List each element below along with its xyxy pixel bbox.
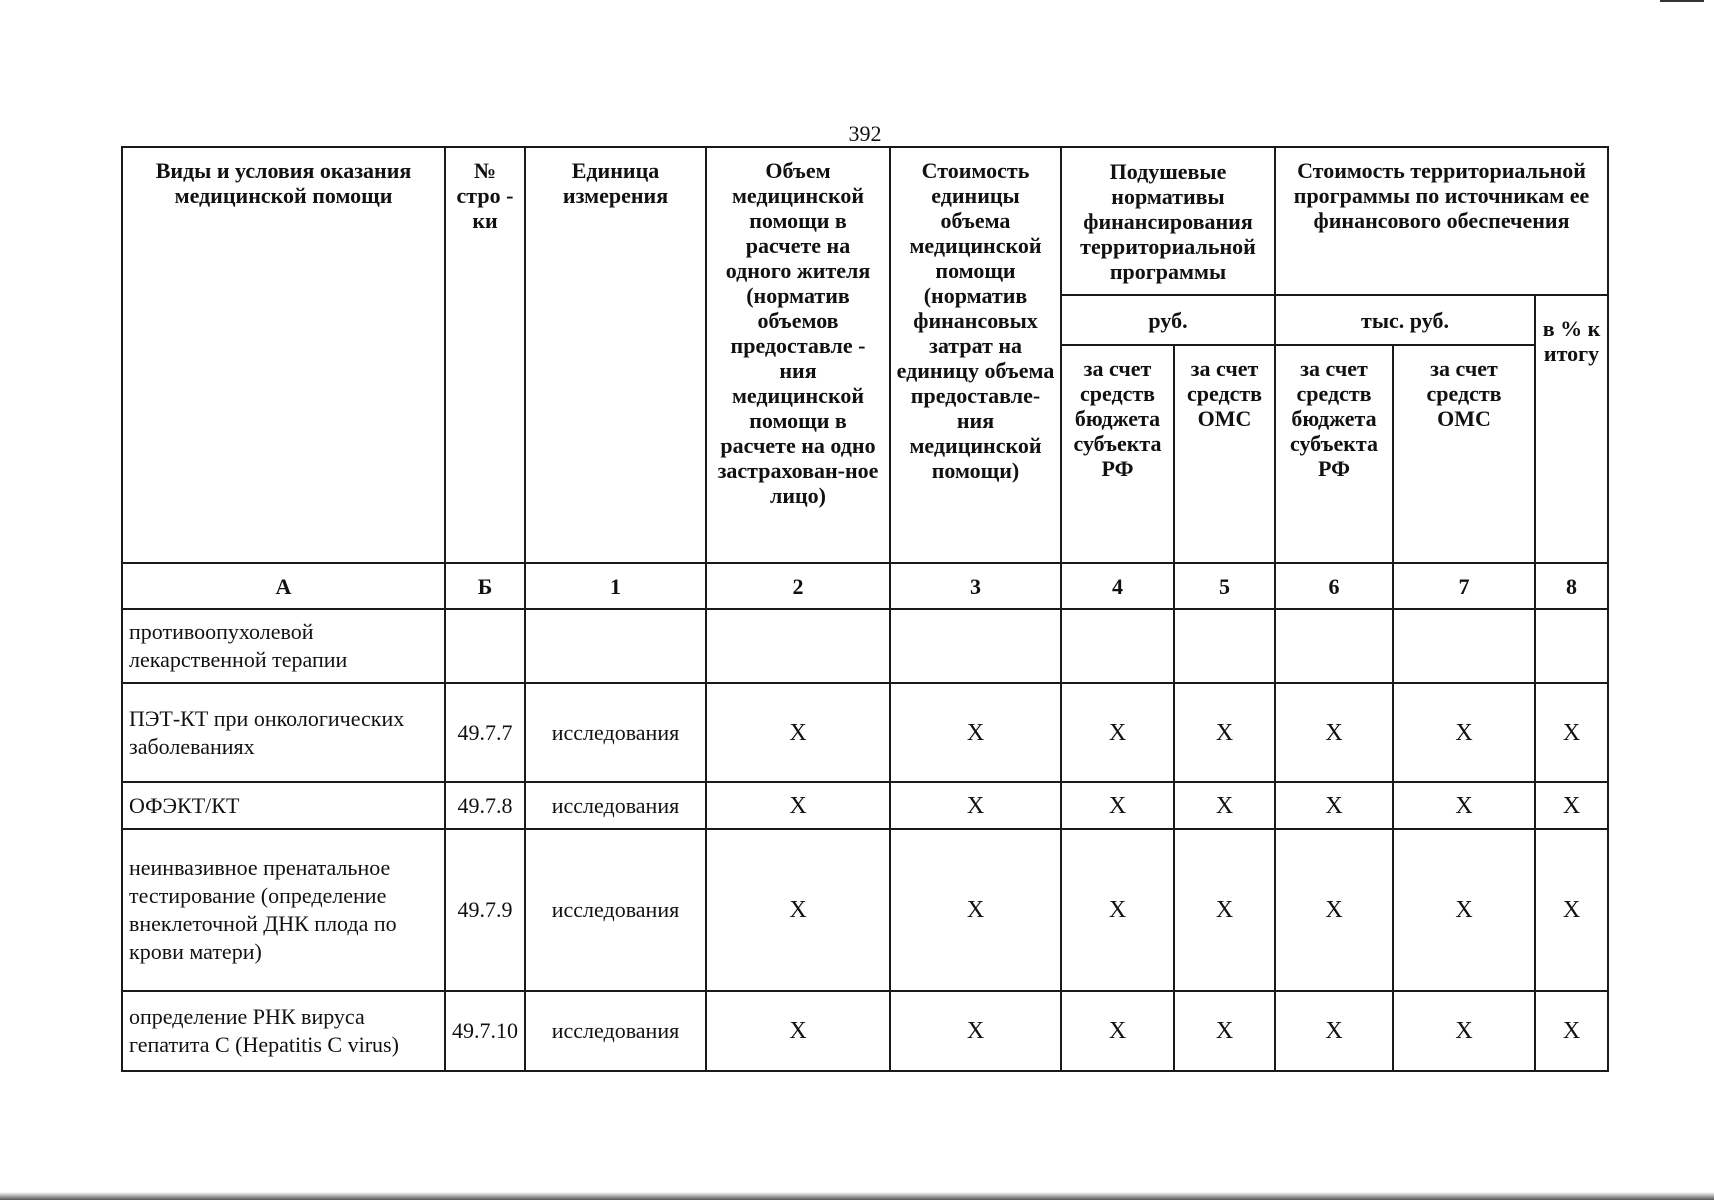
value-cell: Х (1174, 782, 1275, 829)
value-cell: Х (1393, 829, 1535, 991)
value-cell: Х (1393, 782, 1535, 829)
value-cell: Х (1535, 829, 1608, 991)
header-percent: в % к итогу (1535, 295, 1608, 563)
row-code: 49.7.7 (445, 683, 525, 782)
value-cell: Х (706, 683, 890, 782)
row-code (445, 609, 525, 683)
value-cell: Х (1061, 829, 1174, 991)
column-number: 7 (1393, 563, 1535, 609)
column-number: 6 (1275, 563, 1393, 609)
value-cell: Х (706, 991, 890, 1071)
table-row (122, 991, 1608, 1071)
value-cell: Х (706, 782, 890, 829)
scan-bottom-edge (0, 1192, 1714, 1200)
column-number: Б (445, 563, 525, 609)
header-unit: Единица измерения (525, 147, 706, 563)
header-oms-rub: за счет средств ОМС (1174, 345, 1275, 563)
row-code: 49.7.10 (445, 991, 525, 1071)
table-row (122, 829, 1608, 991)
value-cell: Х (1535, 991, 1608, 1071)
row-service-name: определение РНК вируса гепатита С (Hepatitis C virus) (122, 991, 445, 1071)
value-cell: Х (1174, 991, 1275, 1071)
value-cell: Х (1061, 991, 1174, 1071)
value-cell (1061, 609, 1174, 683)
row-unit: исследования (525, 829, 706, 991)
value-cell: Х (1535, 683, 1608, 782)
column-number: 8 (1535, 563, 1608, 609)
header-budget-rub: за счет средств бюджета субъекта РФ (1061, 345, 1174, 563)
value-cell: Х (1393, 683, 1535, 782)
page-number: 392 (848, 121, 882, 146)
value-cell: Х (1393, 991, 1535, 1071)
header-rub: руб. (1061, 295, 1275, 345)
column-number: А (122, 563, 445, 609)
value-cell: Х (706, 829, 890, 991)
row-service-name: ОФЭКТ/КТ (122, 782, 445, 829)
header-row-number: № стро - ки (445, 147, 525, 563)
value-cell: Х (1275, 782, 1393, 829)
row-unit (525, 609, 706, 683)
value-cell: Х (890, 683, 1061, 782)
column-number: 1 (525, 563, 706, 609)
header-budget-thousand: за счет средств бюджета субъекта РФ (1275, 345, 1393, 563)
value-cell (890, 609, 1061, 683)
value-cell (1393, 609, 1535, 683)
value-cell: Х (890, 829, 1061, 991)
header-volume: Объем медицинской помощи в расчете на одного жителя (норматив объемов предоставле - ния медицинской помощи в расчете на одно застрахован-ное лицо) (706, 147, 890, 563)
column-number: 5 (1174, 563, 1275, 609)
header-program-cost: Стоимость территориальной программы по источникам ее финансового обеспечения (1275, 147, 1608, 295)
row-unit: исследования (525, 782, 706, 829)
row-unit: исследования (525, 991, 706, 1071)
value-cell: Х (1174, 683, 1275, 782)
value-cell: Х (1275, 829, 1393, 991)
value-cell: Х (1174, 829, 1275, 991)
header-thousand-rub: тыс. руб. (1275, 295, 1535, 345)
row-unit: исследования (525, 683, 706, 782)
header-per-capita: Подушевые нормативы финансирования территориальной программы (1061, 147, 1275, 295)
table-row (122, 782, 1608, 829)
financing-table (121, 146, 1609, 1072)
column-number: 2 (706, 563, 890, 609)
row-code: 49.7.8 (445, 782, 525, 829)
column-number: 4 (1061, 563, 1174, 609)
header-unit-cost: Стоимость единицы объема медицинской помощи (норматив финансовых затрат на единицу объема предоставле-ния медицинской помощи) (890, 147, 1061, 563)
value-cell (706, 609, 890, 683)
value-cell: Х (1275, 683, 1393, 782)
value-cell: Х (1061, 683, 1174, 782)
row-code: 49.7.9 (445, 829, 525, 991)
value-cell: Х (1275, 991, 1393, 1071)
row-service-name: противоопухолевой лекарственной терапии (122, 609, 445, 683)
table-row (122, 683, 1608, 782)
value-cell: Х (1061, 782, 1174, 829)
scan-edge-mark (1660, 0, 1704, 2)
value-cell (1275, 609, 1393, 683)
value-cell (1174, 609, 1275, 683)
table-row (122, 609, 1608, 683)
column-number: 3 (890, 563, 1061, 609)
value-cell: Х (890, 991, 1061, 1071)
value-cell: Х (890, 782, 1061, 829)
header-oms-thousand: за счет средств ОМС (1393, 345, 1535, 563)
row-service-name: неинвазивное пренатальное тестирование (определение внеклеточной ДНК плода по крови матери) (122, 829, 445, 991)
value-cell: Х (1535, 782, 1608, 829)
row-service-name: ПЭТ-КТ при онкологических заболеваниях (122, 683, 445, 782)
value-cell (1535, 609, 1608, 683)
header-kind: Виды и условия оказания медицинской помощи (122, 147, 445, 563)
